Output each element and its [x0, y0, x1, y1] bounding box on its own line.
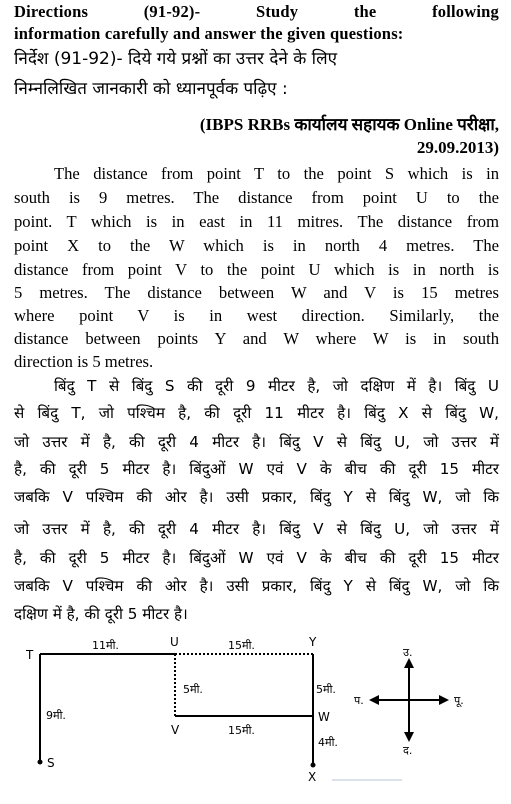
compass-east: पू.: [454, 694, 464, 707]
passage-en-line: south is 9 metres. The distance from point U to the: [14, 188, 499, 207]
directions-en-line-2: information carefully and answer the given questions:: [14, 24, 404, 43]
passage-hi-line: जो उत्तर में है, की दूरी 4 मीटर है। बिंदु V से बिंदु U, जो उत्तर में: [14, 520, 499, 538]
source-line-1: (IBPS RRBs कार्यालय सहायक Online परीक्षा,: [199, 115, 499, 134]
distance-y-w: 5मी.: [316, 683, 336, 696]
distance-u-y: 15मी.: [228, 639, 255, 652]
passage-en-line: distance between points Y and W where W is in south: [14, 329, 499, 348]
distance-u-v: 5मी.: [183, 683, 203, 696]
label-w: W: [318, 710, 330, 724]
passage-hi-line: बिंदु T से बिंदु S की दूरी 9 मीटर है, जो दक्षिण में है। बिंदु U: [54, 377, 499, 395]
passage-hi-line: जबकि V पश्चिम की ओर है। उसी प्रकार, बिंदु Y से बिंदु W, जो कि: [14, 577, 499, 595]
label-x: X: [308, 770, 317, 784]
passage-hi-line: से बिंदु T, जो पश्चिम है, की दूरी 11 मीटर है। बिंदु X से बिंदु W,: [14, 404, 499, 422]
distance-t-s: 9मी.: [46, 709, 66, 722]
compass-west: प.: [354, 694, 364, 707]
compass-south: द.: [403, 744, 413, 757]
label-y: Y: [309, 635, 317, 649]
passage-en-line: direction is 5 metres.: [14, 352, 154, 371]
compass-icon: [369, 658, 449, 742]
distance-w-x: 4मी.: [318, 736, 338, 749]
distance-t-u: 11मी.: [92, 639, 119, 652]
directions-hi-line-2: निम्नलिखित जानकारी को ध्यानपूर्वक पढ़िए :: [14, 79, 288, 99]
compass-north: उ.: [403, 646, 413, 659]
label-v: V: [171, 723, 180, 737]
passage-en-line: distance from point V to the point U which is in north is: [14, 260, 499, 279]
passage-en-line: where point V is in west direction. Similarly, the: [14, 306, 499, 325]
source-line-2: 29.09.2013): [416, 138, 499, 157]
passage-hi-line: है, की दूरी 5 मीटर है। बिंदुओं W एवं V के बीच की दूरी 15 मीटर: [14, 460, 499, 478]
label-s: S: [47, 756, 55, 770]
passage-en-line: point X to the W which is in north 4 metres. The: [14, 236, 499, 255]
passage-en-line: The distance from point T to the point S which is in: [54, 164, 499, 183]
passage-hi-line: जो उत्तर में है, की दूरी 4 मीटर है। बिंदु V से बिंदु U, जो उत्तर में: [14, 433, 499, 451]
directions-en-line-1: Directions (91-92)- Study the following: [14, 2, 499, 21]
direction-diagram: [0, 630, 511, 804]
passage-hi-line: दक्षिण में है, की दूरी 5 मीटर है।: [14, 605, 188, 623]
passage-en-line: point. T which is in east in 11 mitres. The distance from: [14, 212, 499, 231]
passage-hi-line: है, की दूरी 5 मीटर है। बिंदुओं W एवं V के बीच की दूरी 15 मीटर: [14, 549, 499, 567]
passage-en-line: 5 metres. The distance between W and V is 15 metres: [14, 283, 499, 302]
passage-hi-line: जबकि V पश्चिम की ओर है। उसी प्रकार, बिंदु Y से बिंदु W, जो कि: [14, 488, 499, 506]
label-t: T: [26, 648, 34, 662]
directions-hi-line-1: निर्देश (91-92)- दिये गये प्रश्नों का उत्तर देने के लिए: [14, 49, 337, 69]
label-u: U: [170, 635, 179, 649]
point-x-dot: [311, 763, 316, 768]
point-s-dot: [38, 760, 43, 765]
distance-v-w: 15मी.: [228, 724, 255, 737]
